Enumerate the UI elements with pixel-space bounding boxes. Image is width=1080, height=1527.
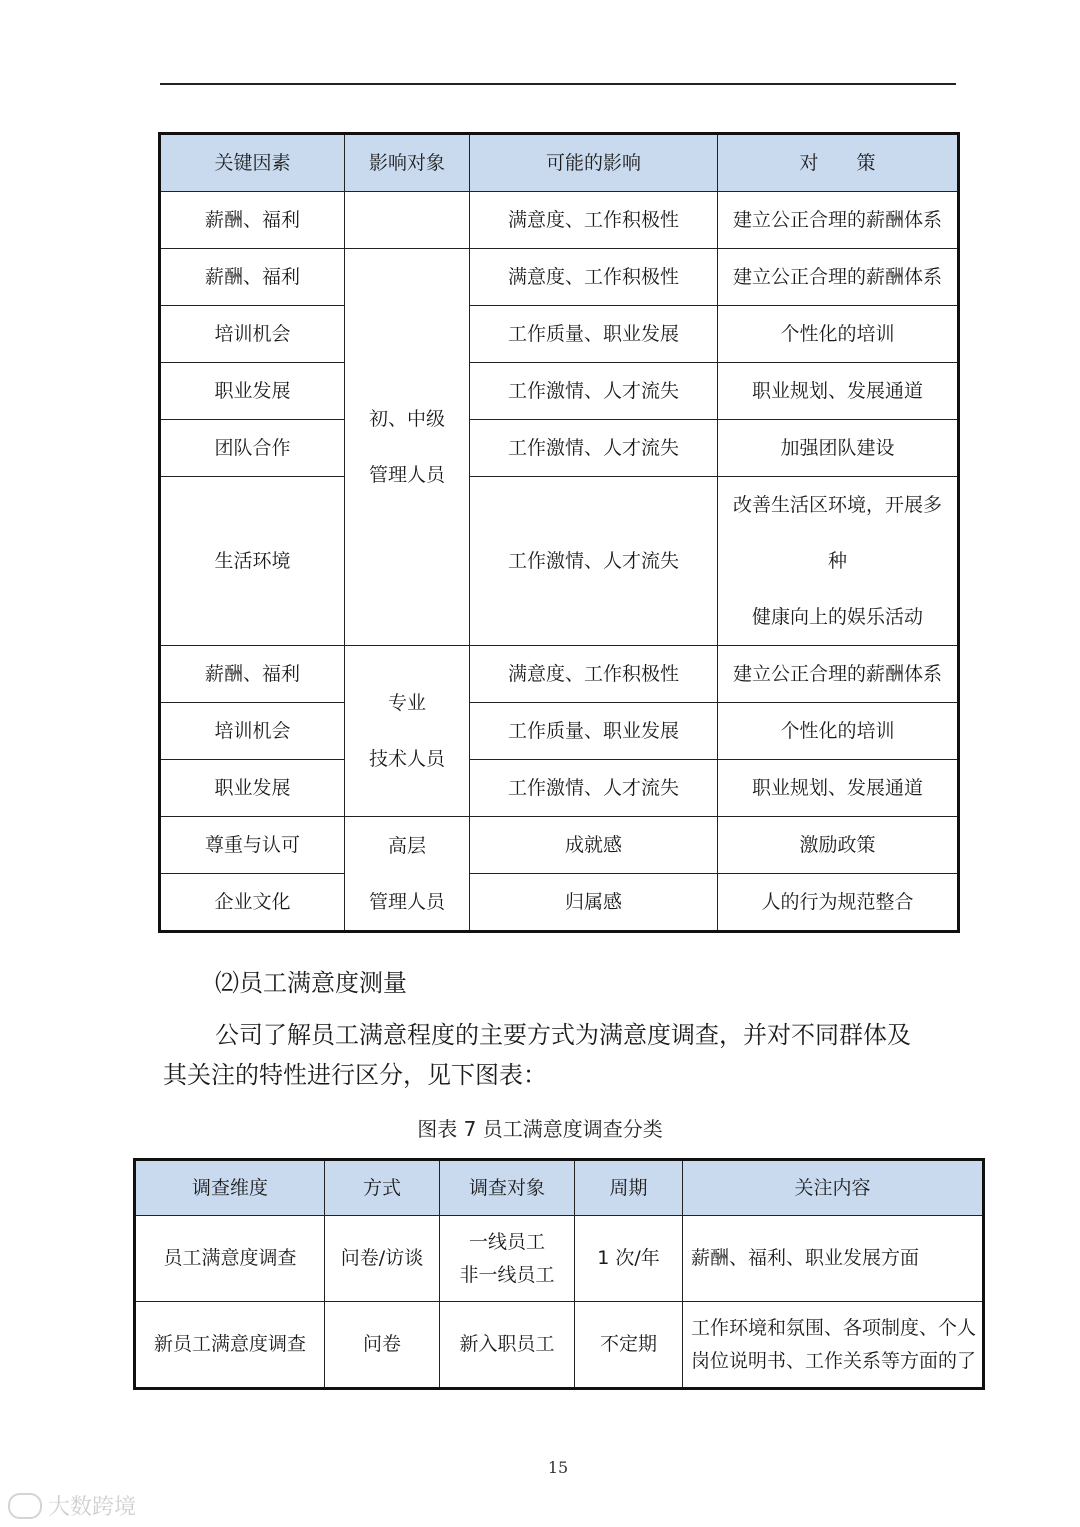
impact-cell: 满意度、工作积极性 <box>470 646 718 703</box>
measure-line: 健康向上的娱乐活动 <box>751 606 923 628</box>
factor-cell: 薪酬、福利 <box>160 249 345 306</box>
impact-cell: 满意度、工作积极性 <box>470 192 718 249</box>
table-row <box>135 1302 984 1389</box>
column-header: 对 策 <box>718 134 959 192</box>
table-header-row <box>135 1160 984 1216</box>
factor-cell: 职业发展 <box>160 363 345 420</box>
table-caption <box>0 1113 1080 1142</box>
table-row <box>160 306 959 363</box>
table-row <box>160 192 959 249</box>
impact-cell: 工作质量、职业发展 <box>470 306 718 363</box>
table-row <box>160 420 959 477</box>
target-cell: 新入职员工 <box>440 1302 575 1389</box>
factor-cell: 职业发展 <box>160 760 345 817</box>
impact-cell: 工作激情、人才流失 <box>470 760 718 817</box>
measure-cell: 建立公正合理的薪酬体系 <box>718 249 959 306</box>
page-number: 15 <box>547 1458 569 1477</box>
measure-cell: 加强团队建设 <box>718 420 959 477</box>
focus-cell <box>683 1302 984 1389</box>
target-cell-empty <box>345 192 470 249</box>
measure-cell: 建立公正合理的薪酬体系 <box>718 646 959 703</box>
table-row <box>160 249 959 306</box>
factor-cell: 团队合作 <box>160 420 345 477</box>
table-header-row <box>160 134 959 192</box>
section-heading: ⑵员工满意度测量 <box>215 969 407 997</box>
target-line: 专业 <box>387 692 426 714</box>
factor-cell: 培训机会 <box>160 703 345 760</box>
measure-cell: 个性化的培训 <box>718 306 959 363</box>
watermark-text: 大数跨境 <box>48 1495 137 1520</box>
target-line: 一线员工 <box>468 1230 545 1253</box>
focus-cell: 薪酬、福利、职业发展方面 <box>683 1216 984 1302</box>
measure-cell: 职业规划、发展通道 <box>718 363 959 420</box>
column-header: 可能的影响 <box>470 134 718 192</box>
target-line: 初、中级 <box>368 408 445 430</box>
target-cell-mid-managers <box>345 249 470 646</box>
table-row <box>160 363 959 420</box>
impact-cell: 工作激情、人才流失 <box>470 363 718 420</box>
table-row <box>160 703 959 760</box>
target-line: 技术人员 <box>368 748 445 770</box>
period-cell: 1 次/年 <box>575 1216 683 1302</box>
dimension-cell: 员工满意度调查 <box>135 1216 325 1302</box>
period-cell: 不定期 <box>575 1302 683 1389</box>
factor-cell: 培训机会 <box>160 306 345 363</box>
target-line: 非一线员工 <box>459 1263 555 1286</box>
watermark-logo-icon <box>8 1493 42 1519</box>
caption-text: 图表 7 员工满意度调查分类 <box>417 1117 663 1141</box>
column-header: 关键因素 <box>160 134 345 192</box>
factor-cell: 尊重与认可 <box>160 817 345 874</box>
focus-line: 工作环境和氛围、各项制度、个人 <box>691 1316 977 1339</box>
target-cell <box>440 1216 575 1302</box>
table-row <box>160 817 959 874</box>
body-paragraph-line: 其关注的特性进行区分，见下图表： <box>163 1061 547 1089</box>
table-row <box>160 477 959 646</box>
column-header: 调查对象 <box>440 1160 575 1216</box>
target-line: 管理人员 <box>368 890 445 913</box>
measure-cell: 个性化的培训 <box>718 703 959 760</box>
column-header: 周期 <box>575 1160 683 1216</box>
body-paragraph-line: 公司了解员工满意程度的主要方式为满意度调查，并对不同群体及 <box>215 1021 911 1049</box>
table-row <box>160 760 959 817</box>
column-header: 调查维度 <box>135 1160 325 1216</box>
factor-cell: 企业文化 <box>160 874 345 932</box>
table-row <box>160 646 959 703</box>
column-header: 影响对象 <box>345 134 470 192</box>
column-header: 方式 <box>325 1160 440 1216</box>
table-row <box>135 1216 984 1302</box>
impact-cell: 工作激情、人才流失 <box>470 477 718 646</box>
satisfaction-survey-table <box>133 1158 985 1390</box>
target-line: 管理人员 <box>368 464 445 486</box>
table-row <box>160 874 959 932</box>
target-line: 高层 <box>387 834 426 857</box>
factor-cell: 薪酬、福利 <box>160 646 345 703</box>
method-cell: 问卷/访谈 <box>325 1216 440 1302</box>
measure-cell <box>718 477 959 646</box>
dimension-cell: 新员工满意度调查 <box>135 1302 325 1389</box>
measure-cell: 建立公正合理的薪酬体系 <box>718 192 959 249</box>
impact-cell: 成就感 <box>470 817 718 874</box>
impact-cell: 工作质量、职业发展 <box>470 703 718 760</box>
header-rule <box>160 83 956 85</box>
factor-cell: 生活环境 <box>160 477 345 646</box>
impact-cell: 工作激情、人才流失 <box>470 420 718 477</box>
influence-factors-table <box>158 132 960 933</box>
method-cell: 问卷 <box>325 1302 440 1389</box>
impact-cell: 满意度、工作积极性 <box>470 249 718 306</box>
focus-line: 岗位说明书、工作关系等方面的了 <box>691 1349 977 1372</box>
measure-cell: 职业规划、发展通道 <box>718 760 959 817</box>
impact-cell: 归属感 <box>470 874 718 932</box>
target-cell-senior-managers <box>345 817 470 932</box>
measure-cell: 人的行为规范整合 <box>718 874 959 932</box>
watermark <box>8 1490 136 1521</box>
column-header: 关注内容 <box>683 1160 984 1216</box>
measure-cell: 激励政策 <box>718 817 959 874</box>
target-cell-tech-staff <box>345 646 470 817</box>
measure-line: 改善生活区环境，开展多种 <box>732 494 942 572</box>
factor-cell: 薪酬、福利 <box>160 192 345 249</box>
